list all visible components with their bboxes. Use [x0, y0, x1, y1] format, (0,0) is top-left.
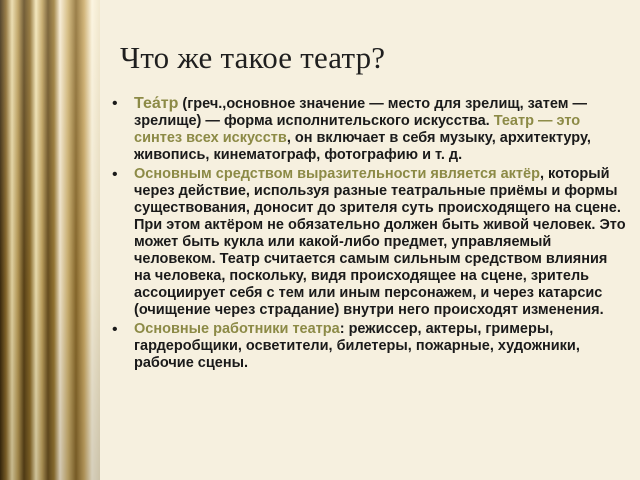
list-item [108, 95, 628, 164]
text-segment: : режиссер, актеры, гримеры, гардеробщики, осветители, билетеры, пожарные, художники, рабочие сцены. [134, 321, 580, 371]
text-segment: (греч.,основное значение — место для зрелищ, затем — зрелище) — форма исполнительского искусства. [134, 96, 587, 129]
text-segment: , который через действие, используя разные театральные приёмы и формы существования, доносит до зрителя суть происходящего на сцене. При этом актёром не обязательно должен быть живой человек. Это может быть кукла или какой-либо предмет, управляемый человеком. Театр считается самым сильным средством влияния на человека, поскольку, видя происходящее на сцене, зритель ассоциирует себя с тем или иным персонажем, и через катарсис (очищение через страдание) внутри него происходят изменения. [134, 166, 626, 318]
bullet-icon: • [112, 321, 118, 338]
list-item [108, 166, 628, 319]
term-theatre: Теа́тр [134, 95, 179, 112]
highlight-segment: Основные работники театра [134, 321, 340, 337]
list-item [108, 321, 628, 372]
bullet-icon: • [112, 166, 118, 183]
highlight-segment: Основным средством выразительности является актёр [134, 166, 540, 182]
curtain-decoration [0, 0, 100, 480]
bullet-list [108, 95, 628, 374]
text-segment: , он включает в себя музыку, архитектуру, живопись, кинематограф, фотографию и т. д. [134, 130, 591, 163]
bullet-icon: • [112, 95, 118, 112]
slide-title: Что же такое театр? [120, 40, 386, 75]
highlight-segment: Театр — это синтез всех искусств [134, 113, 581, 146]
